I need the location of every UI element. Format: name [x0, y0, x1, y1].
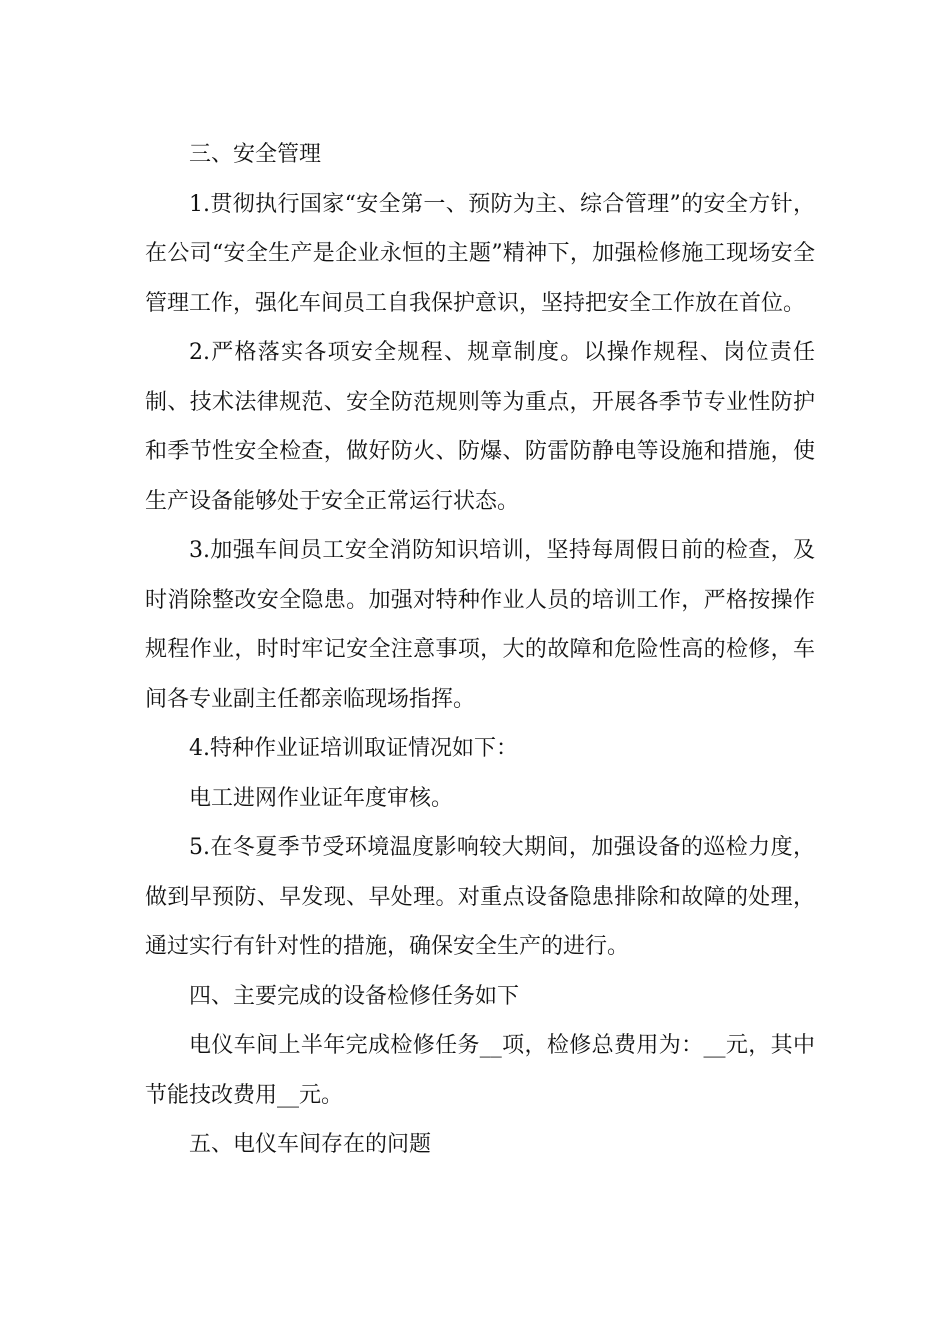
paragraph-seasonal-inspection: 5.在冬夏季节受环境温度影响较大期间，加强设备的巡检力度，做到早预防、早发现、早处理。对重点设备隐患排除和故障的处理，通过实行有针对性的措施，确保安全生产的进行。 — [145, 835, 815, 959]
document-body — [145, 130, 815, 1170]
paragraph-electrician-certificate: 电工进网作业证年度审核。 — [189, 785, 454, 811]
paragraph-safety-policy: 1.贯彻执行国家“安全第一、预防为主、综合管理”的安全方针，在公司“安全生产是企业永恒的主题”精神下，加强检修施工现场安全管理工作，强化车间员工自我保护意识，坚持把安全工作放在首位。 — [145, 191, 815, 316]
section-heading-workshop-problems: 五、电仪车间存在的问题 — [189, 1132, 432, 1157]
paragraph-safety-regulations: 2.严格落实各项安全规程、规章制度。以操作规程、岗位责任制、技术法律规范、安全防范规则等为重点，开展各季节专业性防护和季节性安全检查，做好防火、防爆、防雷防静电等设施和措施，使生产设备能够处于安全正常运行状态。 — [145, 340, 815, 514]
paragraph-special-certificates: 4.特种作业证培训取证情况如下： — [189, 736, 518, 761]
section-heading-maintenance-tasks: 四、主要完成的设备检修任务如下 — [189, 983, 520, 1009]
paragraph-maintenance-summary: 电仪车间上半年完成检修任务__项，检修总费用为：__元，其中节能技改费用__元。 — [145, 1033, 815, 1108]
section-heading-safety-management: 三、安全管理 — [189, 142, 322, 167]
paragraph-safety-training: 3.加强车间员工安全消防知识培训，坚持每周假日前的检查，及时消除整改安全隐患。加强对特种作业人员的培训工作，严格按操作规程作业，时时牢记安全注意事项，大的故障和危险性高的检修，车间各专业副主任都亲临现场指挥。 — [145, 538, 815, 712]
